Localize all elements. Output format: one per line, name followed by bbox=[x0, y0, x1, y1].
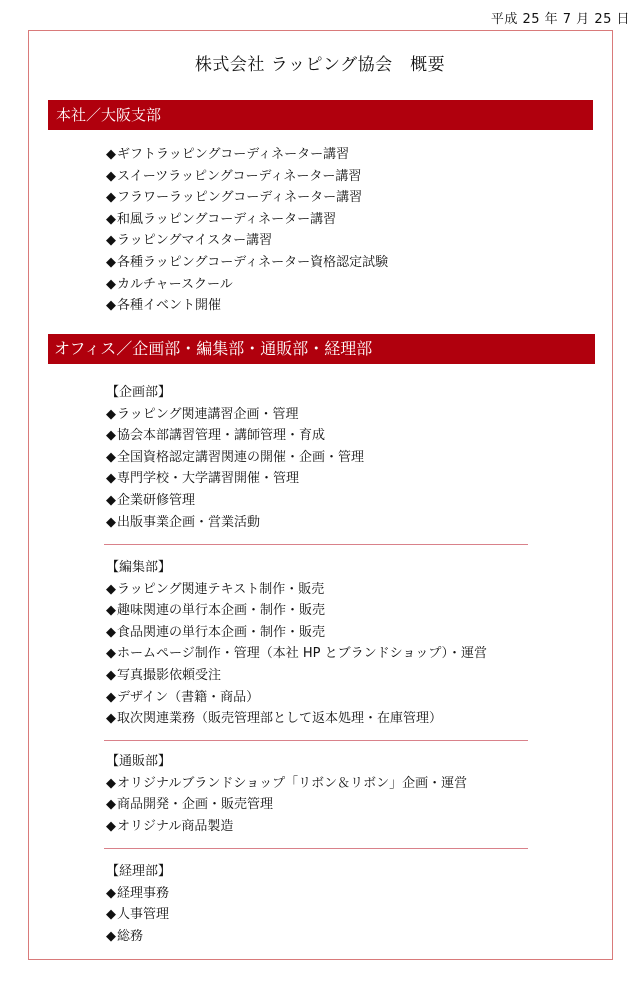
list-item: ◆ラッピング関連テキスト制作・販売 bbox=[106, 581, 325, 597]
list-item: ◆ラッピング関連講習企画・管理 bbox=[106, 406, 299, 422]
list-item: ◆専門学校・大学講習開催・管理 bbox=[106, 471, 300, 487]
list-item: ◆ラッピングマイスター講習 bbox=[106, 233, 273, 249]
list-item: ◆オリジナルブランドショップ「リボン＆リボン」企画・運営 bbox=[106, 775, 468, 791]
headquarters-list bbox=[106, 144, 388, 317]
dept-title-editorial: 【編集部】 bbox=[106, 560, 172, 575]
list-item: ◆企業研修管理 bbox=[106, 492, 196, 508]
section-header-headquarters: 本社／大阪支部 bbox=[48, 100, 593, 130]
dept-title-planning: 【企画部】 bbox=[106, 385, 172, 400]
section-header-office: オフィス／企画部・編集部・通販部・経理部 bbox=[48, 334, 595, 364]
planning-dept-list bbox=[106, 382, 364, 533]
list-item: ◆デザイン（書籍・商品） bbox=[106, 689, 260, 705]
list-item: ◆趣味関連の単行本企画・制作・販売 bbox=[106, 603, 326, 619]
list-item: ◆カルチャースクール bbox=[106, 276, 233, 292]
list-item: ◆各種ラッピングコーディネーター資格認定試験 bbox=[106, 254, 389, 270]
list-item: ◆ホームページ制作・管理（本社 HP とブランドショップ）・運営 bbox=[106, 646, 487, 662]
list-item: ◆総務 bbox=[106, 928, 144, 944]
accounting-dept-list bbox=[106, 861, 171, 947]
editorial-dept-list bbox=[106, 557, 487, 730]
dept-title-mail-order: 【通販部】 bbox=[106, 754, 172, 769]
list-item: ◆スイーツラッピングコーディネーター講習 bbox=[106, 168, 362, 184]
list-item: ◆取次関連業務（販売管理部として返本処理・在庫管理） bbox=[106, 711, 443, 727]
list-item: ◆フラワーラッピングコーディネーター講習 bbox=[106, 190, 363, 206]
list-item: ◆食品関連の単行本企画・制作・販売 bbox=[106, 624, 326, 640]
list-item: ◆出版事業企画・営業活動 bbox=[106, 514, 261, 530]
list-item: ◆ギフトラッピングコーディネーター講習 bbox=[106, 147, 350, 162]
dept-title-accounting: 【経理部】 bbox=[106, 864, 172, 879]
list-item: ◆写真撮影依頼受注 bbox=[106, 667, 222, 683]
list-item: ◆和風ラッピングコーディネーター講習 bbox=[106, 211, 337, 227]
list-item: ◆各種イベント開催 bbox=[106, 298, 222, 314]
list-item: ◆商品開発・企画・販売管理 bbox=[106, 797, 274, 813]
divider bbox=[104, 848, 528, 849]
list-item: ◆オリジナル商品製造 bbox=[106, 818, 234, 834]
list-item: ◆全国資格認定講習関連の開催・企画・管理 bbox=[106, 449, 365, 465]
divider bbox=[104, 544, 528, 545]
list-item: ◆協会本部講習管理・講師管理・育成 bbox=[106, 428, 326, 444]
date-label: 平成 25 年 7 月 25 日 bbox=[490, 12, 630, 27]
mail-order-dept-list bbox=[106, 751, 467, 837]
divider bbox=[104, 740, 528, 741]
page-title: 株式会社 ラッピング協会 概要 bbox=[194, 55, 446, 75]
list-item: ◆経理事務 bbox=[106, 885, 170, 901]
list-item: ◆人事管理 bbox=[106, 907, 170, 923]
